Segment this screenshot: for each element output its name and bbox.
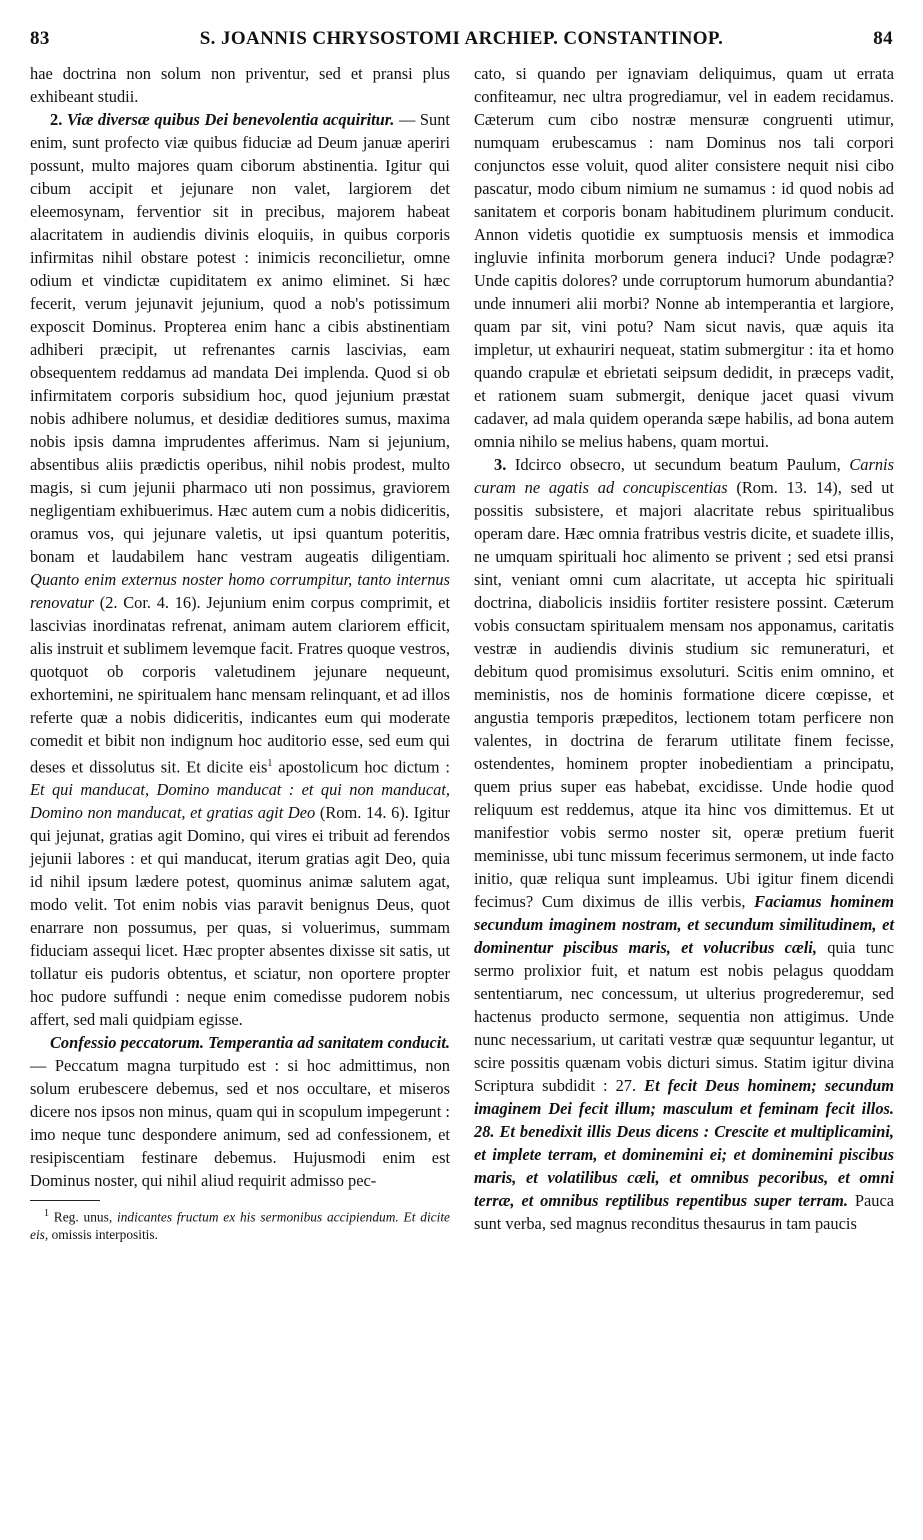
scripture-quote: Et fecit Deus hominem; secundum imaginem Dei fecit illum; masculum et feminam fecit illos. 28. Et benedixit illis Deus dicens : Crescite et multiplicamini, et implete terram, et dominemini ei; et dominemini piscibus maris, et volatilibus cæli, et omnibus pecoribus, et omni terræ, et omnibus reptilibus repentibus super terram. [474, 1076, 894, 1210]
paragraph-text: Pauca sunt verba, sed magnus reconditus thesaurus in tam paucis [474, 1191, 894, 1233]
section-number: 2. [50, 110, 63, 129]
footnote-marker: 1 [267, 758, 273, 769]
footnote-italic: indicantes fructum ex his sermonibus accipiendum. Et dicite eis [30, 1209, 450, 1242]
section-number: 3. [494, 455, 507, 474]
paragraph-text: Igitur qui jejunat, gratias agit Domino, qui vires ei tribuit ad ferendos jejunii labores : et qui manducat, iterum gratias agit Deo, quia id nihil ipsum lædere potest, quominus animæ salutem agat, modo velit. Tot enim nobis vias paravit benignus Deus, quot enarrare non possumus, per quas, si voluerimus, summam fiduciam assequi licet. Hæc propter absentes dixisse sit satis, ut tollatur eis pudoris obtentus, et sciatur, non oportere propter hoc pudore suffundi : neque enim comedisse pudorem nobis affert, sed mali quidpiam egisse. [30, 803, 450, 1030]
paragraph-confessio [30, 1031, 450, 1192]
paragraph-text: — Peccatum magna turpitudo est : si hoc admittimus, non solum erubescere debemus, sed et nos occultare, et miseros dicere nos ipsos non minus, quam qui in scopulum impegerunt : imo neque tunc despondere animum, sed ad confessionem, et resipiscentiam festinare debemus. Hujusmodi enim est Dominus noster, qui nihil aliud requirit admisso pec- [30, 1056, 450, 1191]
paragraph-text: Idcirco obsecro, ut secundum beatum Paulum, [506, 455, 850, 474]
running-header [30, 28, 893, 58]
paragraph-continuation: cato, si quando per ignaviam deliquimus, quam ut errata confiteamur, nec ultra progrediamur, vel in eadem recidamus. Cæterum cum cibo nostræ mensuræ congruenti utimur, numquam erubescamus : nam Dominus nos tali corpori conjunctos esse voluit, quod aliter consistere nequit nisi cibo pascatur, modo cibum nimium ne sumamus : id quod nobis ad sanitatem et corporis bonam habitudinem plurimum conducit. Annon videtis quotidie ex sumptuosis mensis et immodica ingluvie infinita morborum genera induci? Unde podagræ? Unde capitis dolores? unde corruptorum humorum abundantia? unde innumeri alii morbi? Nonne ab intemperantia et largiore, quam par sit, vini potu? Nam sicut navis, quæ aquis ita impletur, ut exhauriri nequeat, statim submergitur : ita et homo quando crapulæ et ebrietati seipsum dedidit, in præceps vadit, et rationem suam submergit, denique jacet quasi vivum cadaver, ad mala quidem operanda sæpe habilis, ad bona autem omnia nihilo se melius habens, quam mortui. [474, 64, 894, 451]
paragraph-continuation: hae doctrina non solum non priventur, sed et pransi plus exhibeant studii. [30, 64, 450, 106]
scripture-quote: Carnis curam ne agatis ad concupiscentias [474, 455, 894, 497]
scripture-reference: (Rom. 13. 14), [727, 478, 851, 497]
scripture-quote: Quanto enim externus noster homo corrumpitur, tanto internus renovatur [30, 570, 450, 612]
scripture-quote: Et qui manducat, Domino manducat : et qui non manducat, Domino non manducat, et gratias agit Deo [30, 780, 450, 823]
footnote-rule [30, 1200, 100, 1201]
paragraph-text: Jejunium enim corpus comprimit, et lascivias inordinatas refrenat, animam autem clariorem efficit, alis instruit et sublimem levemque facit. Fratres quoque vestros, quotquot ob corporis valetudinem jejunare nequeunt, exhortemini, ne spiritualem hanc mensam relinquant, et ad illos referte quæ a nobis didiceritis, indicantes eum qui moderate comedit et bibit non indignum hoc auditorio esse, sed eum qui deses et dissolutus sit. Et dicite eis [30, 593, 450, 777]
running-title: S. JOANNIS CHRYSOSTOMI ARCHIEP. CONSTANTINOP. [199, 28, 724, 49]
paragraph-text: — Sunt enim, sunt profecto viæ quibus fiduciæ ad Deum januæ aperiri possunt, multo majores quam ciborum abstinentia. Igitur qui cibum accipit et jejunare non valet, largiorem det eleemosynam, ferventior sit in precibus, majorem habeat alacritatem in audiendis divinis eloquiis, in quibus corporis infirmitas nihil obstare potest : inimicis reconcilietur, omne odium et vindictæ cupiditatem ex animo eliminet. Si hæc fecerit, verum jejunavit jejunium, quod a nob's potissimum exposcit Dominus. Propterea enim hanc a cibis abstinentiam adhiberi præcipit, ut refrenantes carnis lascivias, eam obsequentem reddamus ad mandata Dei implenda. Quod si ob infirmitatem corporis subsidium hoc, quod jejunium præstat nobis adhibere nolumus, et desidiæ deditiores sumus, maxima nobis ipsis damna imprudentes afferimus. Nam si jejunium, absentibus aliis prædictis operibus, nihil nobis prodest, multo magis, si cum jejunii pharmaco uti non possimus, graviorem negligentiam exhibuerimus. Hæc autem cum a nobis didiceritis, oramus vos, qui jejunare valetis, ut ipsi quantum poteritis, bonam et laudabilem hanc vestram augeatis diligentiam. [30, 110, 450, 566]
paragraph-section-2 [30, 108, 450, 1031]
scripture-quote: Faciamus hominem secundum imaginem nostram, et secundum similitudinem, et dominentur piscibus maris, et volucribus cæli, [474, 892, 895, 957]
paragraph-text: quia tunc sermo prolixior fuit, et natum est nobis pelagus quoddam sententiarum, nec concessum, ut ulterius progrederemur, sed hactenus producto sermone, sequentia non attigimus. Unde nunc necessarium, ut caritati vestræ quæ sequuntur legantur, ut scire possitis quænam vobis dicturi simus. Statim igitur divina Scriptura subdidit : 27. [474, 938, 894, 1095]
section-heading: Viæ diversæ quibus Dei benevolentia acquiritur. [66, 110, 395, 129]
section-heading: Confessio peccatorum. Temperantia ad sanitatem conducit. [50, 1033, 450, 1053]
scripture-reference: (Rom. 14. 6). [315, 803, 414, 823]
left-column [30, 62, 450, 1518]
page-number-right: 84 [873, 28, 893, 49]
page-number-left: 83 [30, 28, 50, 49]
scripture-reference: (2. Cor. 4. 16). [94, 593, 207, 612]
paragraph-text: sed ut possitis subsistere, et majori alacritate rebus spiritualibus operam dare. Hæc omnia fratribus vestris dicite, et suadete illis, ne umquam spirituali hoc alimento se privent ; sed etsi pransi sint, veniant omni cum alacritate, ut accepta hic spirituali doctrina, diabolicis insidiis fortiter resistere possint. Cæterum vobis consuctam spiritualem mensam nos apponamus, caritatis vestræ in audiendis divinis studium sic remuneraturi, et debitum quod promisimus exsoluturi. Scitis enim omnino, et meministis, nos de hominis formatione dicere cœpisse, et angustia temporis præpeditos, lectionem totam perficere non valentes, in doctrina de ferarum utilitate finem fecisse, ostendentes, hominem propter inobedientiam a principatu, quem prius super eas habebat, excidisse. Unde hodie quod reliquum est reddemus, atque ita hinc vos dimittemus. Et ut manifestior vobis sermo noster sit, operæ pretium fuerit meminisse, ubi tunc missum fecerimus sermonem, ut inde facto initio, quæ reliqua sunt impleamus. Ubi igitur finem dicendi fecimus? Cum diximus de illis verbis, [474, 478, 894, 911]
footnote [30, 1205, 450, 1242]
right-column [474, 62, 894, 1518]
footnote-text: , omissis interpositis. [44, 1226, 158, 1242]
paragraph-text: apostolicum hoc dictum : [272, 757, 450, 777]
footnote-marker: 1 [44, 1208, 49, 1220]
paragraph-section-3 [474, 453, 894, 1235]
footnote-text: Reg. unus, [49, 1209, 117, 1225]
